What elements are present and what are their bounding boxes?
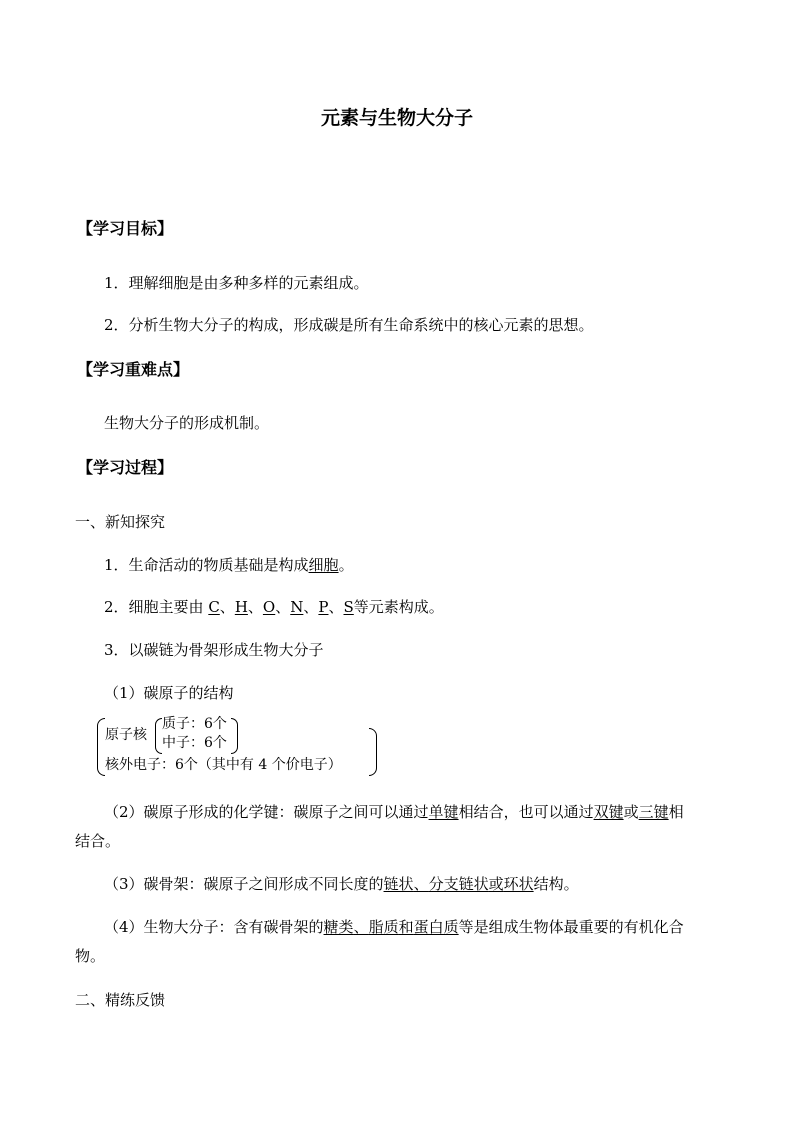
section-2-title: 二、精练反馈 xyxy=(75,991,166,1009)
outer-left-brace xyxy=(97,718,105,776)
text-segment: 相结合，也可以通过 xyxy=(458,803,594,821)
objectives-heading: 【学习目标】 xyxy=(77,219,174,238)
sub-item-1: （1）碳原子的结构 xyxy=(104,684,234,702)
text-segment: 等是组成生物体最重要的有机化合 xyxy=(458,918,684,936)
answer-proteins: 蛋白质 xyxy=(413,918,459,936)
text-segment: 、 xyxy=(413,875,429,893)
element-o: O xyxy=(262,598,276,616)
separator: 、 xyxy=(247,598,263,616)
electron-line: 核外电子：6个（其中有 4 个价电子） xyxy=(105,757,342,773)
text-segment: （2）碳原子形成的化学键：碳原子之间可以通过 xyxy=(104,803,429,821)
element-s: S xyxy=(343,598,354,616)
separator: 、 xyxy=(328,598,344,616)
sub-item-4-line-1 xyxy=(104,917,684,937)
keypoints-text: 生物大分子的形成机制。 xyxy=(104,414,270,432)
item-3: 3．以碳链为骨架形成生物大分子 xyxy=(104,641,324,659)
text-segment: 结构。 xyxy=(533,875,579,893)
item-1-answer: 细胞 xyxy=(308,556,339,574)
page-title: 元素与生物大分子 xyxy=(320,107,473,129)
item-1 xyxy=(104,555,354,575)
element-c: C xyxy=(208,598,220,616)
answer-triple-bond: 三键 xyxy=(638,803,669,821)
inner-left-brace xyxy=(155,718,162,754)
objective-item-1: 1．理解细胞是由多种多样的元素组成。 xyxy=(104,274,369,292)
text-segment: 和 xyxy=(398,918,414,936)
process-heading: 【学习过程】 xyxy=(77,458,174,477)
text-segment: （4）生物大分子：含有碳骨架的 xyxy=(104,918,324,936)
answer-lipids: 脂质 xyxy=(368,918,399,936)
element-p: P xyxy=(318,598,329,616)
section-1-title: 一、新知探究 xyxy=(75,513,166,531)
answer-branched-chain: 分支链状 xyxy=(428,875,489,893)
item-1-prefix: 1．生命活动的物质基础是构成 xyxy=(104,556,309,574)
sub-item-2-line-1 xyxy=(104,802,684,822)
item-2 xyxy=(104,597,444,617)
element-n: N xyxy=(290,598,304,616)
separator: 、 xyxy=(275,598,291,616)
text-segment: 相 xyxy=(668,803,684,821)
keypoints-heading: 【学习重难点】 xyxy=(77,360,190,379)
text-segment: 、 xyxy=(353,918,369,936)
sub-item-2-line-2: 结合。 xyxy=(75,832,121,850)
separator: 、 xyxy=(219,598,235,616)
nucleus-label: 原子核 xyxy=(105,727,147,743)
answer-ring: 环状 xyxy=(503,875,534,893)
item-2-suffix: 等元素构成。 xyxy=(353,598,444,616)
answer-sugars: 糖类 xyxy=(323,918,354,936)
answer-chain: 链状 xyxy=(383,875,414,893)
text-segment: 或 xyxy=(623,803,639,821)
inner-right-brace xyxy=(231,718,238,754)
sub-item-4-line-2: 物。 xyxy=(75,947,106,965)
proton-line: 质子：6个 xyxy=(162,716,227,732)
answer-single-bond: 单键 xyxy=(428,803,459,821)
separator: 、 xyxy=(303,598,319,616)
text-segment: （3）碳骨架：碳原子之间形成不同长度的 xyxy=(104,875,384,893)
item-1-suffix: 。 xyxy=(338,556,354,574)
neutron-line: 中子：6个 xyxy=(162,735,227,751)
objective-item-2: 2．分析生物大分子的构成，形成碳是所有生命系统中的核心元素的思想。 xyxy=(104,316,594,334)
text-segment: 或 xyxy=(488,875,504,893)
sub-item-3 xyxy=(104,874,579,894)
item-2-prefix: 2．细胞主要由 xyxy=(104,598,209,616)
outer-right-brace xyxy=(369,728,377,776)
answer-double-bond: 双键 xyxy=(593,803,624,821)
element-h: H xyxy=(234,598,248,616)
